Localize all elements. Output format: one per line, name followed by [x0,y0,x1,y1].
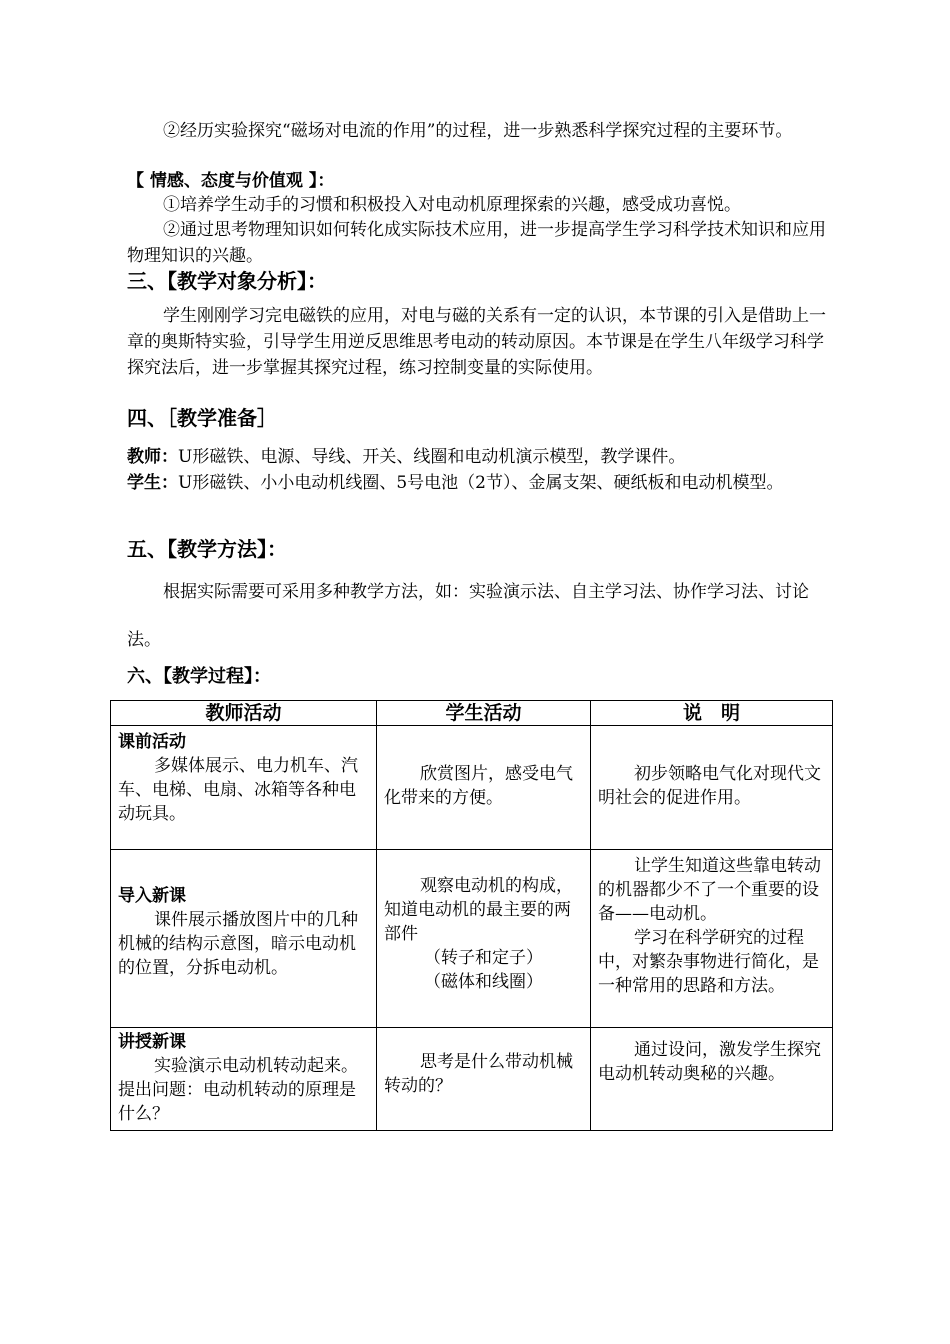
row1-teacher-title: 课前活动 [118,732,186,752]
row2-teacher-body: 课件展示播放图片中的几种机械的结构示意图，暗示电动机的位置，分拆电动机。 [118,910,358,978]
row1-note-text: 初步领略电气化对现代文明社会的促进作用。 [598,764,821,808]
section3-body: 学生刚刚学习完电磁铁的应用，对电与磁的关系有一定的认识，本节课的引入是借助上一章的奥斯特实验，引导学生用逆反思维思考电动的转动原因。本节课是在学生八年级学习科学探究法后，进一步掌握其探究过程，练习控制变量的实际使用。 [127,306,826,378]
row2-note-text-2: 学习在科学研究的过程中，对繁杂事物进行简化，是一种常用的思路和方法。 [598,928,819,996]
row3-teacher-cell [111,1028,377,1131]
section4-heading: 四、［教学准备］ [127,406,277,430]
row1-note-cell [591,726,833,850]
header-notes: 说 明 [591,701,833,726]
row1-teacher-cell [111,726,377,850]
row3-note-cell [591,1028,833,1131]
row2-student-cell [377,850,591,1028]
affect-heading: 【 情感、态度与价值观 】： [127,171,335,191]
row1-teacher-body: 多媒体展示、电力机车、汽车、电梯、电扇、冰箱等各种电动玩具。 [118,756,358,824]
student-prep-label: 学生： [127,473,178,493]
header-student-activity: 学生活动 [377,701,591,726]
row1-student-cell [377,726,591,850]
row2-student-text: 观察电动机的构成，知道电动机的最主要的两部件 [384,876,573,944]
row3-teacher-body: 实验演示电动机转动起来。提出问题：电动机转动的原理是什么？ [118,1056,358,1124]
teaching-process-table [110,700,833,1131]
affect-item-2: ②通过思考物理知识如何转化成实际技术应用，进一步提高学生学习科学技术知识和应用物理知识的兴趣。 [127,220,826,266]
teacher-prep [127,444,827,470]
row2-student-sub2: （磁体和线圈） [424,972,543,992]
table-row [111,850,833,1028]
section5-heading: 五、【教学方法】： [127,537,287,561]
row3-student-cell [377,1028,591,1131]
table-row [111,726,833,850]
row2-student-sub1: （转子和定子） [424,948,543,968]
row3-note-text: 通过设问，激发学生探究电动机转动奥秘的兴趣。 [598,1040,821,1084]
student-prep [127,470,827,496]
row3-teacher-title: 讲授新课 [118,1032,186,1052]
section3-heading: 三、【教学对象分析】： [127,269,327,293]
row2-teacher-title: 导入新课 [118,886,186,906]
student-prep-text: U形磁铁、小小电动机线圈、5号电池（2节）、金属支架、硬纸板和电动机模型。 [178,473,784,493]
row2-note-cell [591,850,833,1028]
section5-body: 根据实际需要可采用多种教学方法，如：实验演示法、自主学习法、协作学习法、讨论法。 [127,582,809,650]
row3-student-text: 思考是什么带动机械转动的？ [384,1052,573,1096]
row2-teacher-cell [111,850,377,1028]
table-row [111,1028,833,1131]
row1-student-text: 欣赏图片，感受电气化带来的方便。 [384,764,573,808]
affect-item-1: ①培养学生动手的习惯和积极投入对电动机原理探索的兴趣，感受成功喜悦。 [163,195,741,215]
header-teacher-activity: 教师活动 [111,701,377,726]
row2-note-text: 让学生知道这些靠电转动的机器都少不了一个重要的设备——电动机。 [598,856,821,924]
section6-heading: 六、【教学过程】： [127,666,271,687]
teacher-prep-label: 教师： [127,447,178,467]
process-objective-item-2: ②经历实验探究“磁场对电流的作用”的过程，进一步熟悉科学探究过程的主要环节。 [163,121,793,141]
table-header-row [111,701,833,726]
teacher-prep-text: U形磁铁、电源、导线、开关、线圈和电动机演示模型，教学课件。 [178,447,686,467]
